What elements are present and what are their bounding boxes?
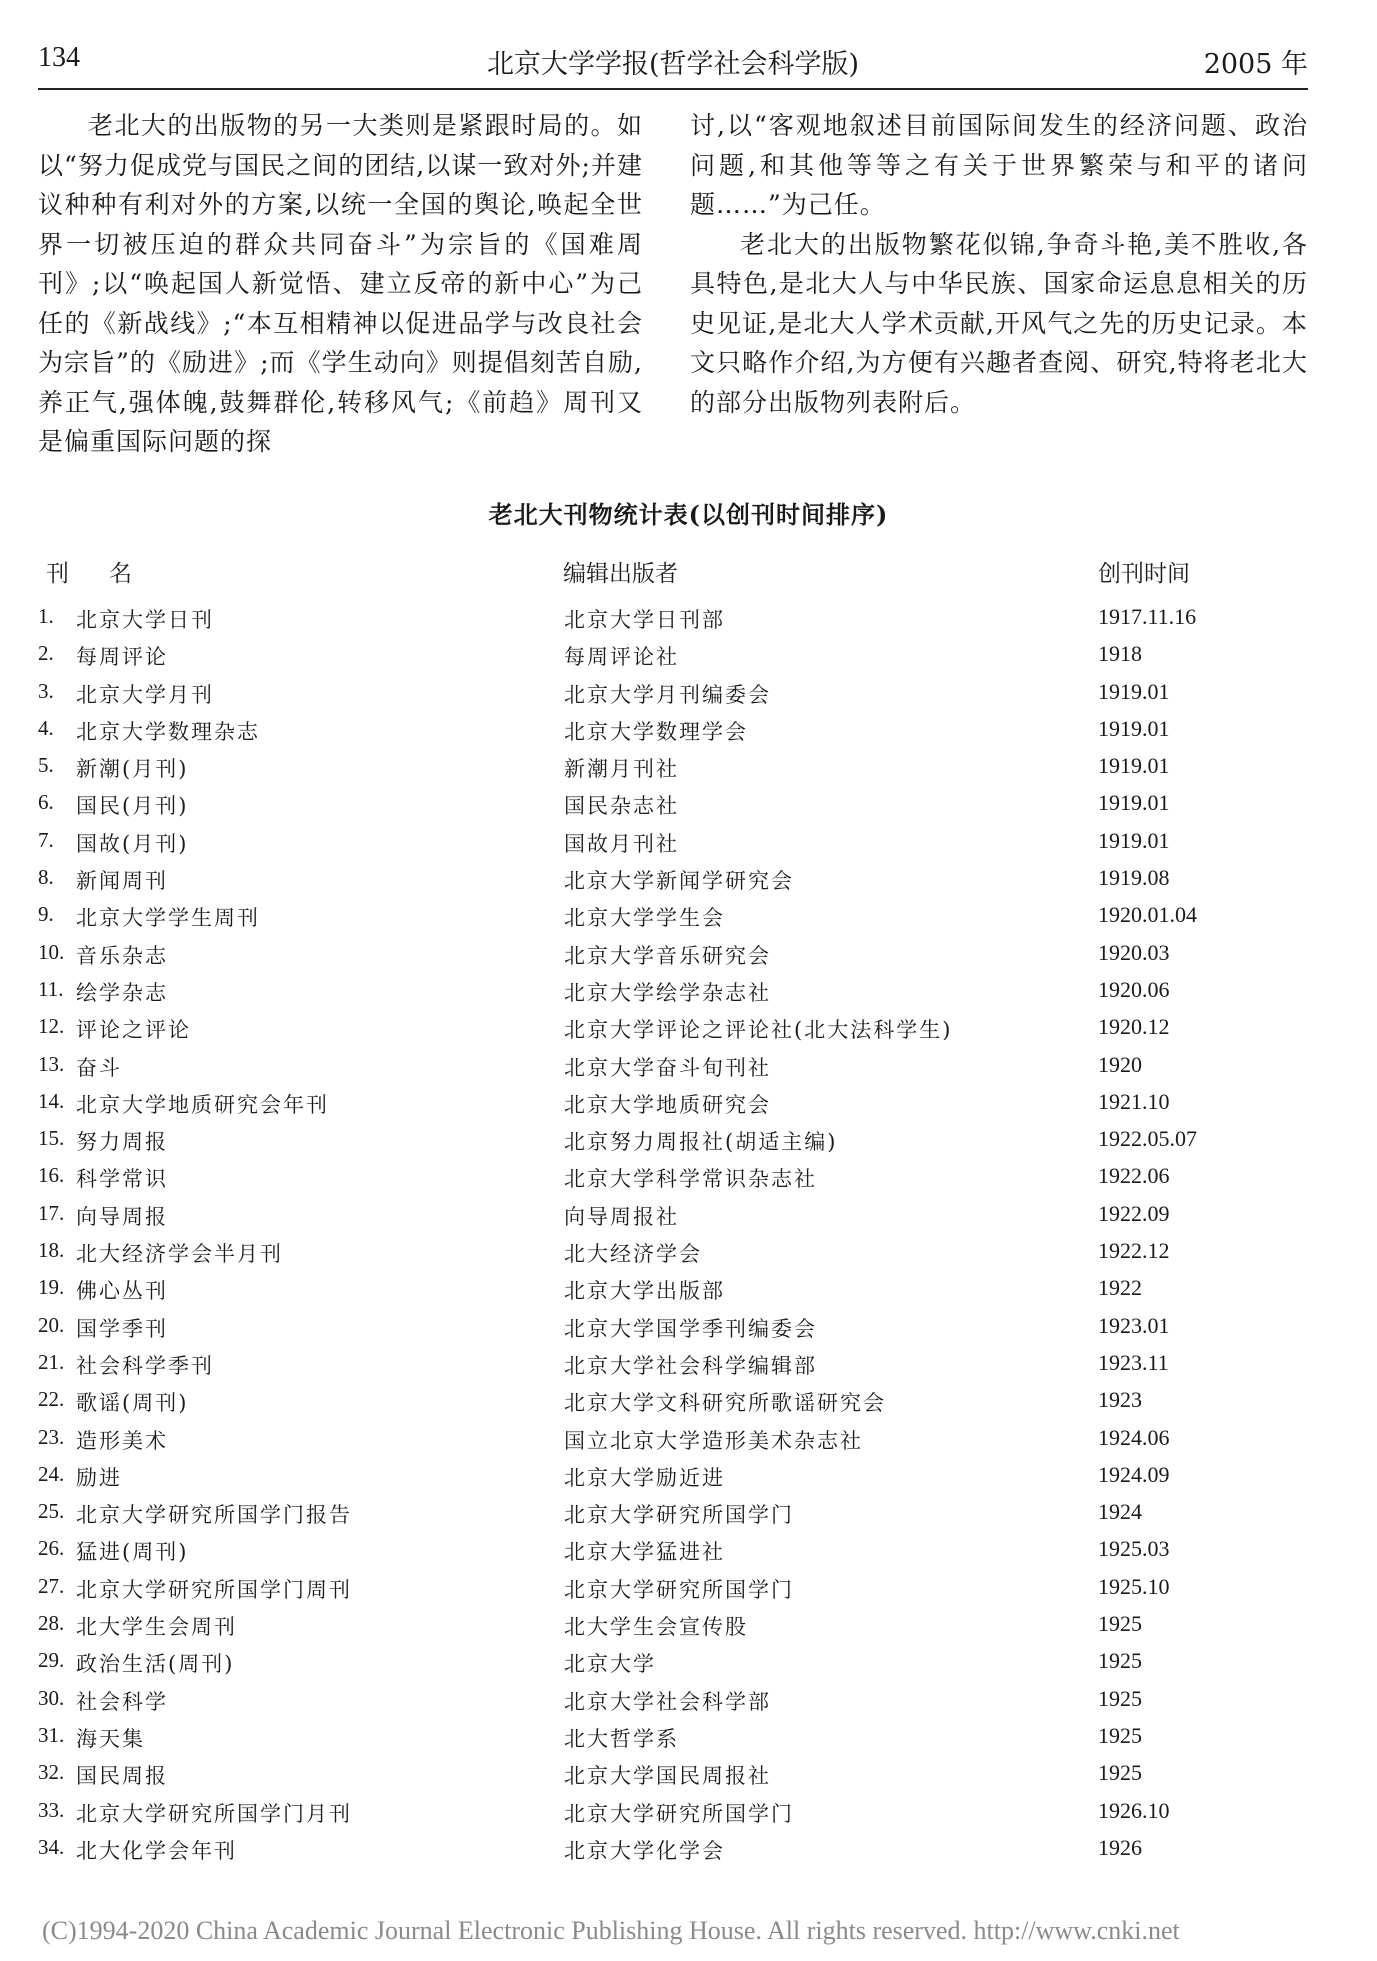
publisher: 北京大学日刊部 [564,608,725,632]
publisher: 国立北京大学造形美术杂志社 [564,1428,863,1453]
table-row [38,828,1308,865]
column-header-date: 创刊时间 [1098,561,1190,587]
table-row [38,1835,1308,1872]
row-number: 16. [38,1163,65,1188]
journal-name: 海天集 [76,1726,145,1751]
row-number: 23. [38,1424,65,1449]
publisher: 北京大学研究所国学门 [564,1801,794,1826]
founding-date: 1922.05.07 [1098,1126,1197,1152]
publisher: 北京大学社会科学部 [564,1689,771,1714]
page-number: 134 [38,42,80,73]
table-row [38,1536,1308,1573]
row-number: 30. [38,1685,65,1710]
body-column-left [38,106,643,462]
publisher: 国故月刊社 [564,831,679,856]
journal-name: 评论之评论 [76,1018,191,1043]
journal-name: 北大学生会周刊 [76,1615,237,1640]
paragraph: 老北大的出版物的另一大类则是紧跟时局的。如以“努力促成党与国民之间的团结,以谋一致对外;并建议种种有利对外的方案,以统一全国的舆论,唤起全世界一切被压迫的群众共同奋斗”为宗旨的《国难周刊》;以“唤起国人新觉悟、建立反帝的新中心”为己任的《新战线》;“本互相精神以促进品学与改良社会为宗旨”的《励进》;而《学生动向》则提倡刻苦自励,养正气,强体魄,鼓舞群伦,转移风气;《前趋》周刊又是偏重国际问题的探 [38,111,643,456]
journal-name: 政治生活(周刊) [76,1652,235,1677]
journal-title: 北京大学学报(哲学社会科学版) [486,49,860,80]
row-number: 12. [38,1014,65,1039]
row-number: 32. [38,1760,65,1785]
journal-name: 国民周报 [76,1764,168,1789]
publisher: 北京大学科学常识杂志社 [564,1167,817,1192]
copyright-footer: (C)1994-2020 China Academic Journal Electronic Publishing House. All rights reserved. http://www.cnki.net [42,1916,1180,1945]
row-number: 33. [38,1797,65,1822]
table-row [38,1313,1308,1350]
journal-name: 北大经济学会半月刊 [76,1242,283,1267]
founding-date: 1922.09 [1098,1200,1170,1226]
publisher: 向导周报社 [564,1204,679,1229]
table-row [38,641,1308,678]
journal-name: 北京大学研究所国学门周刊 [76,1577,352,1602]
row-number: 17. [38,1200,65,1225]
table-row [38,679,1308,716]
publisher: 北大学生会宣传股 [564,1615,748,1640]
table-row [38,790,1308,827]
founding-date: 1919.01 [1098,753,1170,779]
founding-date: 1919.08 [1098,865,1170,891]
publisher: 北京大学国民周报社 [564,1764,771,1789]
founding-date: 1926.10 [1098,1797,1170,1823]
publisher: 北京大学出版部 [564,1279,725,1304]
row-number: 4. [38,715,54,740]
row-number: 8. [38,865,54,890]
row-number: 29. [38,1648,65,1673]
journal-name: 社会科学季刊 [76,1353,214,1378]
row-number: 10. [38,939,65,964]
journal-name: 北大化学会年刊 [76,1838,237,1863]
table-row [38,1052,1308,1089]
paragraph: 讨,以“客观地叙述目前国际间发生的经济问题、政治问题,和其他等等之有关于世界繁荣与和平的诸问题……”为己任。 [690,111,1308,219]
table-row [38,1611,1308,1648]
table-row [38,1201,1308,1238]
founding-date: 1919.01 [1098,678,1170,704]
journal-name: 佛心丛刊 [76,1279,168,1304]
founding-date: 1923 [1098,1387,1142,1413]
row-number: 26. [38,1536,65,1561]
row-number: 1. [38,604,54,628]
publisher: 北京大学 [564,1652,656,1677]
publisher: 北京大学研究所国学门 [564,1577,794,1602]
publisher: 北京大学学生会 [564,906,725,931]
table-row [38,716,1308,753]
table-row [38,604,1308,641]
row-number: 5. [38,753,54,778]
founding-date: 1920.01.04 [1098,902,1197,928]
journal-name: 国民(月刊) [76,794,189,819]
row-number: 18. [38,1238,65,1263]
publisher: 国民杂志社 [564,794,679,819]
journal-name: 新闻周刊 [76,869,168,894]
row-number: 9. [38,902,54,927]
journal-name: 北京大学研究所国学门报告 [76,1503,352,1528]
journal-name: 北京大学地质研究会年刊 [76,1092,329,1117]
table-row [38,1089,1308,1126]
table-row [38,1760,1308,1797]
table-row [38,1574,1308,1611]
table-row [38,1014,1308,1051]
founding-date: 1924.09 [1098,1461,1170,1487]
row-number: 19. [38,1275,65,1300]
column-header-publisher: 编辑出版者 [563,561,678,587]
row-number: 24. [38,1461,65,1486]
publication-year: 2005 年 [1203,49,1308,80]
publisher: 北大经济学会 [564,1242,702,1267]
table-row [38,753,1308,790]
journal-name: 国故(月刊) [76,831,189,856]
founding-date: 1926 [1098,1834,1142,1860]
publisher: 北京大学国学季刊编委会 [564,1316,817,1341]
body-column-right [690,106,1308,422]
table-title: 老北大刊物统计表(以创刊时间排序) [488,500,889,529]
column-header-name: 刊名 [46,561,172,587]
publisher: 北京努力周报社(胡适主编) [564,1130,838,1155]
founding-date: 1925 [1098,1760,1142,1786]
table-row [38,1686,1308,1723]
table-row [38,1462,1308,1499]
founding-date: 1919.01 [1098,790,1170,816]
row-number: 13. [38,1051,65,1076]
founding-date: 1925.03 [1098,1536,1170,1562]
publisher: 北京大学月刊编委会 [564,682,771,707]
founding-date: 1925 [1098,1722,1142,1748]
founding-date: 1925 [1098,1611,1142,1637]
journal-name: 向导周报 [76,1204,168,1229]
row-number: 27. [38,1573,65,1598]
row-number: 34. [38,1834,65,1859]
row-number: 15. [38,1126,65,1151]
table-row [38,1425,1308,1462]
founding-date: 1925.10 [1098,1573,1170,1599]
row-number: 28. [38,1611,65,1636]
founding-date: 1922.12 [1098,1238,1170,1264]
founding-date: 1922 [1098,1275,1142,1301]
table-row [38,940,1308,977]
journal-name: 北京大学数理杂志 [76,719,260,744]
founding-date: 1920.06 [1098,976,1170,1002]
row-number: 7. [38,827,54,852]
founding-date: 1925 [1098,1685,1142,1711]
founding-date: 1920 [1098,1051,1142,1077]
table-row [38,1275,1308,1312]
table-row [38,1798,1308,1835]
journal-name: 北京大学日刊 [76,608,214,632]
table-row [38,1238,1308,1275]
table-row [38,1163,1308,1200]
publisher: 新潮月刊社 [564,757,679,782]
publisher: 北京大学化学会 [564,1838,725,1863]
founding-date: 1923.01 [1098,1312,1170,1338]
publisher: 北京大学研究所国学门 [564,1503,794,1528]
journal-name: 社会科学 [76,1689,168,1714]
journal-name: 努力周报 [76,1130,168,1155]
publisher: 北京大学绘学杂志社 [564,980,771,1005]
table-row [38,1387,1308,1424]
row-number: 20. [38,1312,65,1337]
publisher: 每周评论社 [564,645,679,670]
publisher: 北京大学数理学会 [564,719,748,744]
row-number: 3. [38,678,54,703]
founding-date: 1919.01 [1098,827,1170,853]
journal-name: 造形美术 [76,1428,168,1453]
row-number: 21. [38,1349,65,1374]
journal-name: 科学常识 [76,1167,168,1192]
founding-date: 1925 [1098,1648,1142,1674]
row-number: 11. [38,976,64,1001]
row-number: 25. [38,1499,65,1524]
row-number: 14. [38,1088,65,1113]
row-number: 31. [38,1722,65,1747]
founding-date: 1922.06 [1098,1163,1170,1189]
journal-name: 励进 [76,1465,122,1490]
row-number: 22. [38,1387,65,1412]
publisher: 北京大学新闻学研究会 [564,869,794,894]
table-row [38,902,1308,939]
founding-date: 1923.11 [1098,1349,1169,1375]
table-row [38,1723,1308,1760]
journal-name: 北京大学研究所国学门月刊 [76,1801,352,1826]
founding-date: 1924 [1098,1499,1142,1525]
table-row [38,865,1308,902]
journal-name: 奋斗 [76,1055,122,1080]
journal-name: 歌谣(周刊) [76,1391,189,1416]
founding-date: 1920.12 [1098,1014,1170,1040]
founding-date: 1917.11.16 [1098,604,1197,629]
journal-name: 国学季刊 [76,1316,168,1341]
publisher: 北大哲学系 [564,1726,679,1751]
publisher: 北京大学评论之评论社(北大法科学生) [564,1018,953,1043]
founding-date: 1919.01 [1098,715,1170,741]
journal-name: 北京大学月刊 [76,682,214,707]
founding-date: 1920.03 [1098,939,1170,965]
publisher: 北京大学地质研究会 [564,1092,771,1117]
table-row [38,1499,1308,1536]
table-row [38,977,1308,1014]
table-row [38,1126,1308,1163]
founding-date: 1924.06 [1098,1424,1170,1450]
journal-name: 猛进(周刊) [76,1540,189,1565]
table-header [38,555,1308,587]
row-number: 6. [38,790,54,815]
publisher: 北京大学音乐研究会 [564,943,771,968]
table-body [38,604,1308,1872]
publisher: 北京大学猛进社 [564,1540,725,1565]
table-row [38,1350,1308,1387]
running-header [38,40,1308,90]
publisher: 北京大学文科研究所歌谣研究会 [564,1391,886,1416]
publisher: 北京大学奋斗旬刊社 [564,1055,771,1080]
journal-name: 每周评论 [76,645,168,670]
table-row [38,1648,1308,1685]
founding-date: 1921.10 [1098,1088,1170,1114]
founding-date: 1918 [1098,641,1142,667]
paragraph: 老北大的出版物繁花似锦,争奇斗艳,美不胜收,各具特色,是北大人与中华民族、国家命运息息相关的历史见证,是北大人学术贡献,开风气之先的历史记录。本文只略作介绍,为方便有兴趣者查阅、研究,特将老北大的部分出版物列表附后。 [690,229,1308,417]
journal-name: 音乐杂志 [76,943,168,968]
publisher: 北京大学社会科学编辑部 [564,1353,817,1378]
publisher: 北京大学励近进 [564,1465,725,1490]
journal-name: 新潮(月刊) [76,757,189,782]
journal-name: 北京大学学生周刊 [76,906,260,931]
journal-name: 绘学杂志 [76,980,168,1005]
row-number: 2. [38,641,54,666]
